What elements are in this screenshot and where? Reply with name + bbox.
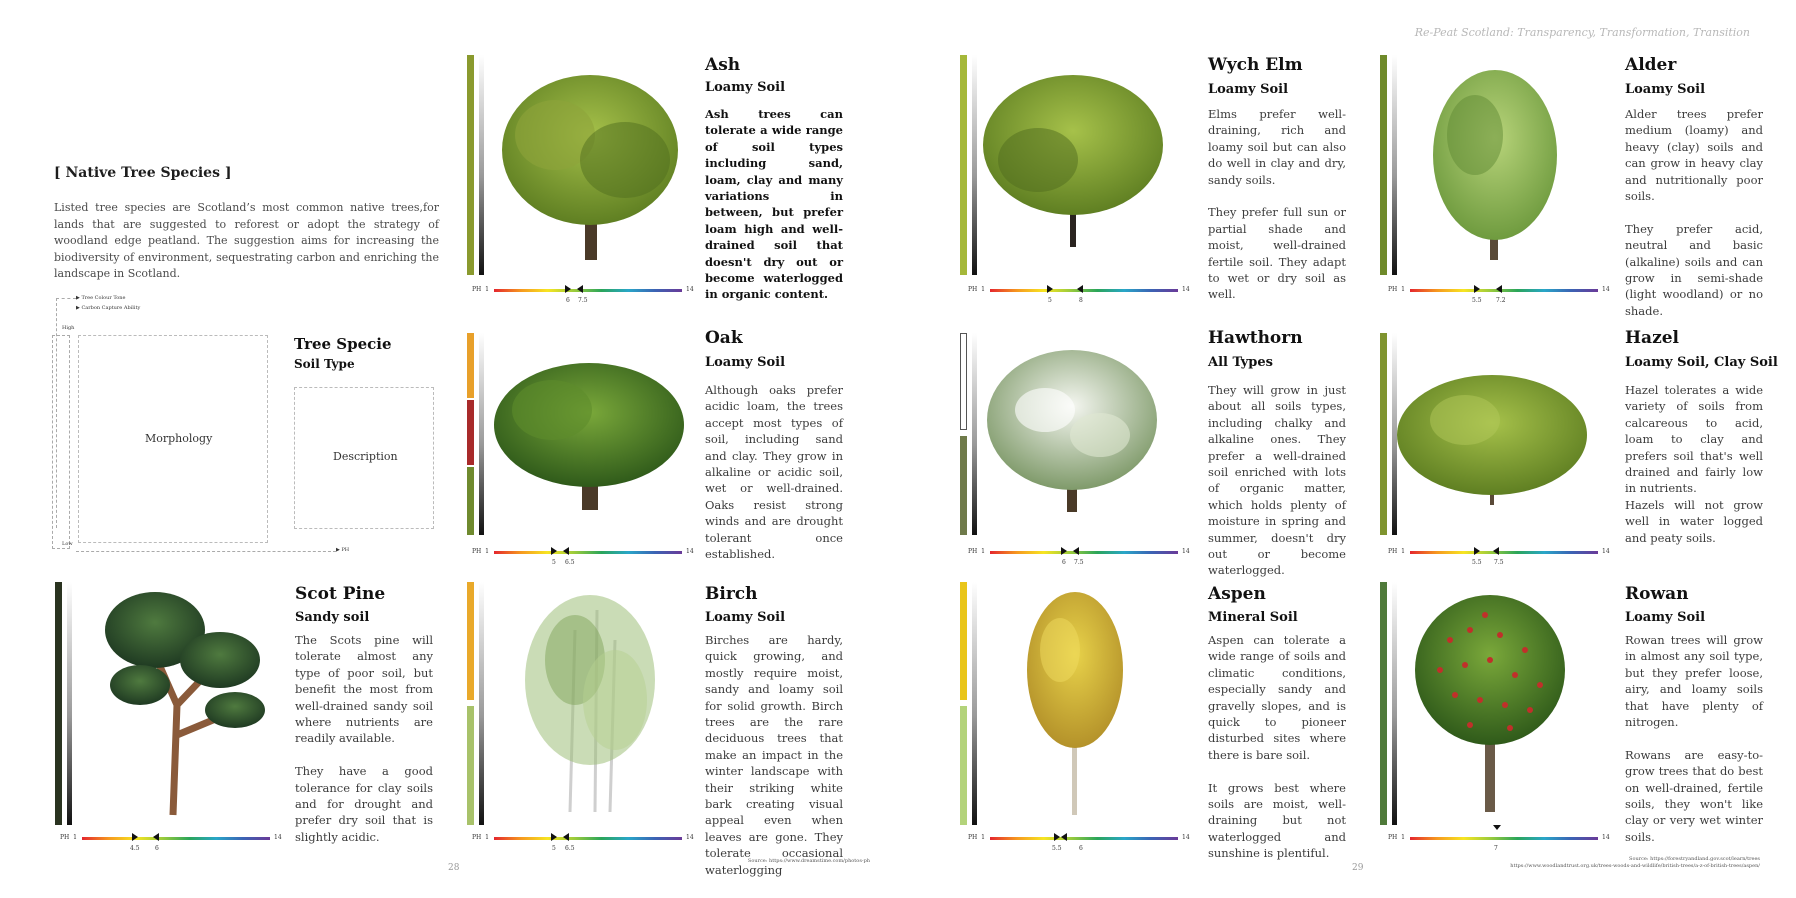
tree-name: Ash (705, 55, 741, 75)
tree-name: Rowan (1625, 584, 1689, 604)
tone-bar (467, 582, 474, 700)
carbon-bar (479, 582, 484, 825)
ph-min-value: 5.5 (1472, 559, 1482, 566)
ph-max-value: 6.5 (565, 845, 575, 852)
ph-scale: PH 1 14 6 7.5 (472, 286, 694, 304)
ph-min-value: 5.5 (1472, 297, 1482, 304)
alder-tree-image (1420, 65, 1570, 265)
ph-min-marker (1061, 547, 1067, 555)
carbon-bar (972, 55, 977, 275)
ph-max-marker (577, 285, 583, 293)
carbon-bar (972, 333, 977, 535)
ph-marker (1493, 825, 1501, 830)
tone-bar (960, 55, 967, 275)
ph-min-marker (132, 833, 138, 841)
tree-description: Alder trees prefer medium (loamy) and heavy (clay) soils and can grow in heavy clay and nutritionally poor soils. They prefer acid, neutral and basic (alkaline) soils and can grow in semi-shade (light woodland) or no shade. (1625, 107, 1763, 318)
oak-tree-image (492, 355, 687, 515)
tone-bar (960, 582, 967, 700)
ph-max-marker (1061, 833, 1067, 841)
ph-scale: PH 1 14 5 6.5 (472, 834, 694, 852)
ph-max-marker (1073, 547, 1079, 555)
legend-tree-specie: Tree Specie (294, 335, 392, 353)
soil-type: Loamy Soil (705, 80, 786, 95)
ph-max-value: 7.5 (1074, 559, 1084, 566)
ph-min-value: 6 (566, 297, 570, 304)
tree-name: Scot Pine (295, 584, 386, 604)
soil-type: Sandy soil (295, 610, 370, 625)
carbon-bar (67, 582, 72, 825)
carbon-bar (972, 582, 977, 825)
ph-max-value: 6.5 (565, 559, 575, 566)
ph-value: 7 (1494, 845, 1498, 852)
ph-min-value: 5 (1048, 297, 1052, 304)
ph-max-marker (153, 833, 159, 841)
legend-high-label: High (62, 325, 75, 331)
soil-type: Loamy Soil, Clay Soil (1625, 355, 1778, 370)
tree-description: Rowan trees will grow in almost any soil type, but they prefer loose, airy, and loamy soils that have plenty of nitrogen. Rowans are easy-to-grow trees that do best on well-drained, fertile soils, they won't like clay or very wet winter soils. (1625, 633, 1763, 844)
tone-bar (960, 436, 967, 535)
ph-max-value: 6 (1079, 845, 1083, 852)
tree-description: Although oaks prefer acidic loam, the trees accept most types of soil, including sand and clay. They grow in alkaline or acidic soil, wet or well-drained. Oaks resist strong winds and are drought tolerant once established. (705, 383, 843, 562)
ph-max-value: 7.5 (578, 297, 588, 304)
soil-type: Mineral Soil (1208, 610, 1298, 625)
ph-scale: PH 1 14 5.5 7.5 (1388, 548, 1610, 566)
tone-bar (467, 400, 474, 465)
ph-min-marker (1474, 285, 1480, 293)
ph-min-marker (1054, 833, 1060, 841)
source-note-left: Source: https://www.dreamstime.com/photos-ph (747, 858, 870, 864)
soil-type: All Types (1208, 355, 1273, 370)
ph-max-value: 6 (155, 845, 159, 852)
tone-bar (467, 55, 474, 275)
hawthorn-tree-image (985, 340, 1160, 515)
hazel-tree-image (1395, 360, 1590, 510)
tree-name: Wych Elm (1208, 55, 1303, 75)
legend-ph-label: ▶ PH (336, 547, 350, 553)
ph-min-marker (551, 547, 557, 555)
soil-type: Loamy Soil (1208, 82, 1289, 97)
legend-key-carbon: ▶ Carbon Capture Ability (76, 305, 141, 311)
ph-scale: PH 1 14 5.5 6 (968, 834, 1190, 852)
tree-description: They will grow in just about all soils types, including chalky and alkaline ones. They prefer a well-drained soil enriched with lots of organic matter, which holds plenty of moisture in spring and summer, doesn't dry out or become waterlogged. (1208, 383, 1346, 578)
ph-max-value: 8 (1079, 297, 1083, 304)
tree-name: Birch (705, 584, 758, 604)
tree-description: Birches are hardy, quick growing, and mostly require moist, sandy and loamy soil for solid growth. Birch trees are the rare deciduous trees that make an impact in the winter landscape with their striking white bark creating visual appeal even when leaves are gone. They tolerate occasional waterlogging (705, 633, 843, 877)
scot-pine-tree-image (85, 585, 270, 820)
tree-description: Hazel tolerates a wide variety of soils from calcareous to acid, loam to clay and prefers soil that's well drained and fairly low in nutrients. Hazels will not grow well in water logged and peaty soils. (1625, 383, 1763, 545)
tree-description: Aspen can tolerate a wide range of soils and climatic conditions, especially sandy and gravelly slopes, and is quick to pioneer disturbed sites where there is bare soil. It grows best where soils are moist, well-draining but not waterlogged and sunshine is plentiful. (1208, 633, 1346, 861)
ph-min-value: 5 (552, 845, 556, 852)
legend-low-label: Low (62, 541, 73, 547)
tone-bar (467, 467, 474, 535)
soil-type: Loamy Soil (705, 610, 786, 625)
tone-bar (960, 333, 967, 430)
carbon-bar (1392, 582, 1397, 825)
morphology-label: Morphology (145, 432, 213, 445)
ph-min-marker (1474, 547, 1480, 555)
ph-scale: PH 1 14 5 8 (968, 286, 1190, 304)
ph-max-value: 7.5 (1494, 559, 1504, 566)
aspen-tree-image (1020, 590, 1130, 818)
tree-name: Oak (705, 328, 743, 348)
morphology-box (78, 335, 268, 543)
legend-diagram (52, 295, 452, 555)
ph-max-marker (1493, 547, 1499, 555)
legend-bracket-top (56, 298, 76, 300)
legend-bar-outline (52, 335, 70, 549)
ph-min-value: 5.5 (1052, 845, 1062, 852)
ph-max-marker (563, 547, 569, 555)
tone-bar (1380, 333, 1387, 535)
ash-tree-image (495, 65, 685, 265)
legend-key-colour: ▶ Tree Colour Tone (76, 295, 126, 301)
carbon-bar (1392, 55, 1397, 275)
birch-tree-image (515, 590, 665, 815)
wych-elm-tree-image (978, 65, 1168, 250)
tone-bar (467, 333, 474, 398)
soil-type: Loamy Soil (1625, 610, 1706, 625)
tone-bar (467, 706, 474, 825)
tone-bar (1380, 55, 1387, 275)
soil-type: Loamy Soil (1625, 82, 1706, 97)
ph-scale: PH 1 14 4.5 6 (60, 834, 282, 852)
tree-name: Alder (1625, 55, 1677, 75)
ph-min-marker (551, 833, 557, 841)
ph-min-value: 5 (552, 559, 556, 566)
carbon-bar (479, 55, 484, 275)
description-label: Description (333, 450, 398, 463)
description-box (294, 387, 434, 529)
soil-type: Loamy Soil (705, 355, 786, 370)
page-number-right: 29 (1352, 863, 1364, 873)
tree-name: Aspen (1208, 584, 1266, 604)
legend-soil-type: Soil Type (294, 357, 355, 371)
ph-scale: PH 1 14 5 6.5 (472, 548, 694, 566)
ph-min-value: 4.5 (130, 845, 140, 852)
ph-max-value: 7.2 (1496, 297, 1506, 304)
source-note-right: Source: https://forestryandland.gov.scot/learn/trees https://www.woodlandtrust.org.uk/trees-woods-and-wildlife/british-trees/a-z-of-british-trees/aspen/ (1510, 856, 1760, 869)
section-title: [ Native Tree Species ] (54, 165, 232, 181)
ph-max-marker (1496, 285, 1502, 293)
intro-paragraph: Listed tree species are Scotland’s most common native trees,for lands that are suggested to reforest or adopt the strategy of woodland edge peatland. The suggestion aims for increasing the biodiversity of environment, sequestrating carbon and enriching the landscape in Scotland. (54, 201, 439, 280)
ph-scale: PH 1 14 5.5 7.2 (1388, 286, 1610, 304)
ph-min-marker (565, 285, 571, 293)
tree-name: Hawthorn (1208, 328, 1303, 348)
rowan-tree-image (1410, 590, 1570, 815)
running-header: Re-Peat Scotland: Transparency, Transformation, Transition (1414, 26, 1750, 39)
ph-min-marker (1047, 285, 1053, 293)
tone-bar (1380, 582, 1387, 825)
tree-description: The Scots pine will tolerate almost any type of poor soil, but benefit the most from well-drained sandy soil where nutrients are readily available. They have a good tolerance for clay soils and for drought and prefer dry soil that is slightly acidic. (295, 633, 433, 844)
tree-description: Ash trees can tolerate a wide range of soil types including sand, loam, clay and many variations in between, but prefer loam high and well-drained soil that doesn't dry out or become waterlogged in organic content. (705, 107, 843, 302)
ph-min-value: 6 (1062, 559, 1066, 566)
legend-ph-axis (76, 551, 336, 553)
page-number-left: 28 (448, 863, 460, 873)
ph-max-marker (1077, 285, 1083, 293)
ph-scale: PH 1 14 7 (1388, 834, 1613, 858)
tree-description: Elms prefer well-draining, rich and loamy soil but can also do well in clay and dry, sandy soils. They prefer full sun or partial shade and moist, well-drained fertile soil. They adapt to wet or dry soil as well. (1208, 107, 1346, 302)
tone-bar (55, 582, 62, 825)
carbon-bar (479, 333, 484, 535)
tree-name: Hazel (1625, 328, 1680, 348)
ph-max-marker (563, 833, 569, 841)
tone-bar (960, 706, 967, 825)
ph-scale: PH 1 14 6 7.5 (968, 548, 1190, 566)
